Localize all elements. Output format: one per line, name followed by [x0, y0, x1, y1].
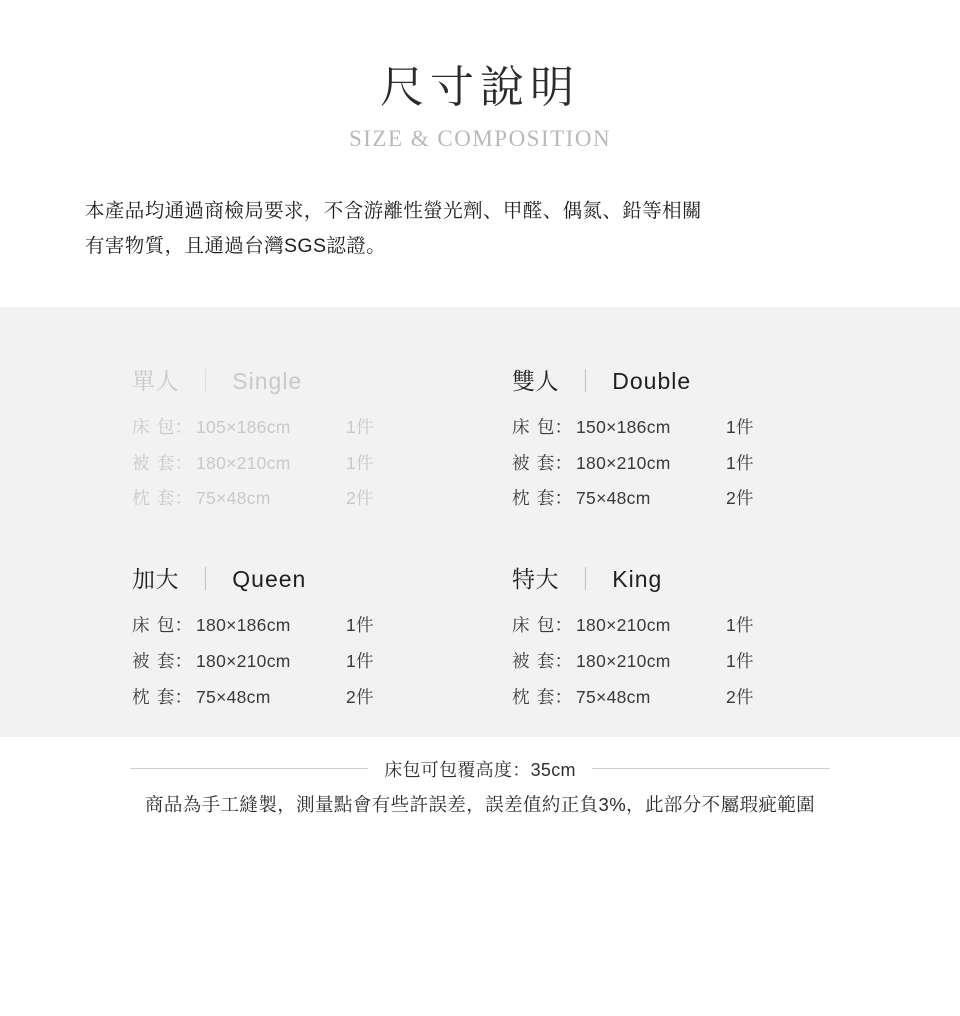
spec-row [132, 608, 450, 644]
cover-height-text: 床包可包覆高度：35cm [384, 759, 576, 780]
spec-name-separator: ｜ [193, 367, 218, 394]
spec-name-separator: ｜ [193, 566, 218, 593]
spec-row-label: 枕 套： [512, 687, 573, 708]
spec-block-king [510, 561, 830, 716]
divider-right [592, 768, 830, 769]
spec-row-label-a: 枕 [132, 488, 150, 509]
spec-row-qty: 1件 [726, 651, 754, 672]
spec-row-qty: 1件 [346, 615, 374, 636]
spec-row-value: 180×210cm [576, 651, 671, 672]
divider-left [130, 768, 368, 769]
spec-row-value: 150×186cm [576, 416, 671, 437]
spec-row-label: 枕 套： [132, 687, 193, 708]
spec-row-qty: 2件 [346, 687, 374, 708]
spec-block-heading [132, 363, 450, 396]
spec-row-label: 床 包： [132, 615, 193, 636]
spec-row-label-b: 包 [156, 416, 175, 437]
spec-row-qty: 1件 [346, 452, 374, 473]
intro-line-2: 有害物質，且通過台灣SGS認證。 [85, 234, 387, 257]
spec-row-label: 床 包： [512, 615, 573, 636]
spec-row-qty: 1件 [346, 651, 374, 672]
spec-row-qty: 1件 [726, 452, 754, 473]
spec-name-cn: 單人 [132, 367, 179, 394]
footer-note: 商品為手工縫製，測量點會有些許誤差，誤差值約正負3%，此部分不屬瑕疵範圍 [144, 793, 816, 815]
spec-row-label-a: 被 [512, 452, 530, 473]
spec-row-value: 75×48cm [196, 488, 271, 509]
spec-name-separator: ｜ [573, 367, 598, 394]
spec-row-label-b: 套 [536, 687, 555, 708]
spec-name-en: Single [232, 367, 303, 394]
spec-row-label-b: 包 [536, 416, 555, 437]
spec-row-qty: 2件 [726, 687, 754, 708]
spec-row-label: 床 包： [132, 416, 193, 437]
spec-row-label-b: 套 [156, 488, 175, 509]
spec-name-en: Queen [232, 566, 307, 593]
spec-row-label-a: 床 [132, 615, 150, 636]
spec-row-value: 75×48cm [196, 687, 271, 708]
spec-row-value: 75×48cm [576, 687, 651, 708]
spec-name-cn: 加大 [132, 566, 179, 593]
spec-row [512, 644, 830, 680]
spec-row [132, 446, 450, 482]
spec-row-label: 床 包： [512, 416, 573, 437]
spec-row-label: 枕 套： [512, 488, 573, 509]
specification-panel [0, 307, 960, 780]
spec-row-value: 105×186cm [196, 416, 291, 437]
spec-row-label-b: 套 [536, 452, 555, 473]
spec-row-label-a: 枕 [512, 687, 530, 708]
spec-row-value: 180×210cm [576, 452, 671, 473]
spec-row-label-b: 包 [156, 615, 175, 636]
spec-row [132, 680, 450, 716]
spec-row-label-a: 枕 [512, 488, 530, 509]
spec-row-label: 被 套： [132, 651, 193, 672]
spec-row-value: 75×48cm [576, 488, 651, 509]
spec-row-label: 被 套： [512, 651, 573, 672]
spec-row-label-b: 套 [156, 452, 175, 473]
spec-block-double [510, 363, 830, 518]
intro-paragraph [85, 194, 875, 262]
spec-name-en: Double [612, 367, 692, 394]
spec-row-qty: 2件 [726, 488, 754, 509]
spec-row-label: 被 套： [512, 452, 573, 473]
spec-row-label-a: 床 [512, 416, 530, 437]
spec-block-heading [512, 561, 830, 594]
spec-row [512, 481, 830, 517]
spec-name-cn: 特大 [512, 566, 559, 593]
spec-name-en: King [612, 566, 663, 593]
page-subtitle: SIZE & COMPOSITION [348, 126, 612, 152]
spec-row [132, 644, 450, 680]
spec-name-cn: 雙人 [512, 367, 559, 394]
spec-row-label: 被 套： [132, 452, 193, 473]
spec-row-label-a: 枕 [132, 687, 150, 708]
spec-row-label-b: 套 [536, 488, 555, 509]
spec-row-label-b: 套 [156, 687, 175, 708]
spec-row-qty: 2件 [346, 488, 374, 509]
specification-grid [130, 363, 830, 716]
spec-row [512, 680, 830, 716]
spec-row-label: 枕 套： [132, 488, 193, 509]
cover-height-row [130, 756, 830, 782]
spec-row [512, 608, 830, 644]
spec-row [512, 446, 830, 482]
spec-row [132, 410, 450, 446]
spec-row-label-b: 套 [536, 651, 555, 672]
spec-row-qty: 1件 [726, 416, 754, 437]
spec-row-label-a: 被 [132, 651, 150, 672]
spec-block-heading [132, 561, 450, 594]
spec-row-qty: 1件 [346, 416, 374, 437]
spec-row-label-a: 被 [132, 452, 150, 473]
spec-row-label-b: 套 [156, 651, 175, 672]
spec-block-queen [130, 561, 450, 716]
page-header [0, 0, 960, 152]
spec-row-value: 180×210cm [196, 452, 291, 473]
spec-block-single [130, 363, 450, 518]
spec-row-value: 180×186cm [196, 615, 291, 636]
page-title: 尺寸說明 [380, 63, 580, 112]
spec-row-value: 180×210cm [576, 615, 671, 636]
spec-row-label-a: 床 [132, 416, 150, 437]
spec-row-qty: 1件 [726, 615, 754, 636]
intro-line-1: 本產品均通過商檢局要求，不含游離性螢光劑、甲醛、偶氮、鉛等相關 [85, 200, 702, 223]
spec-block-heading [512, 363, 830, 396]
spec-row-label-a: 被 [512, 651, 530, 672]
spec-name-separator: ｜ [573, 566, 598, 593]
spec-row-label-a: 床 [512, 615, 530, 636]
spec-row-label-b: 包 [536, 615, 555, 636]
spec-row [512, 410, 830, 446]
spec-row-value: 180×210cm [196, 651, 291, 672]
spec-row [132, 481, 450, 517]
